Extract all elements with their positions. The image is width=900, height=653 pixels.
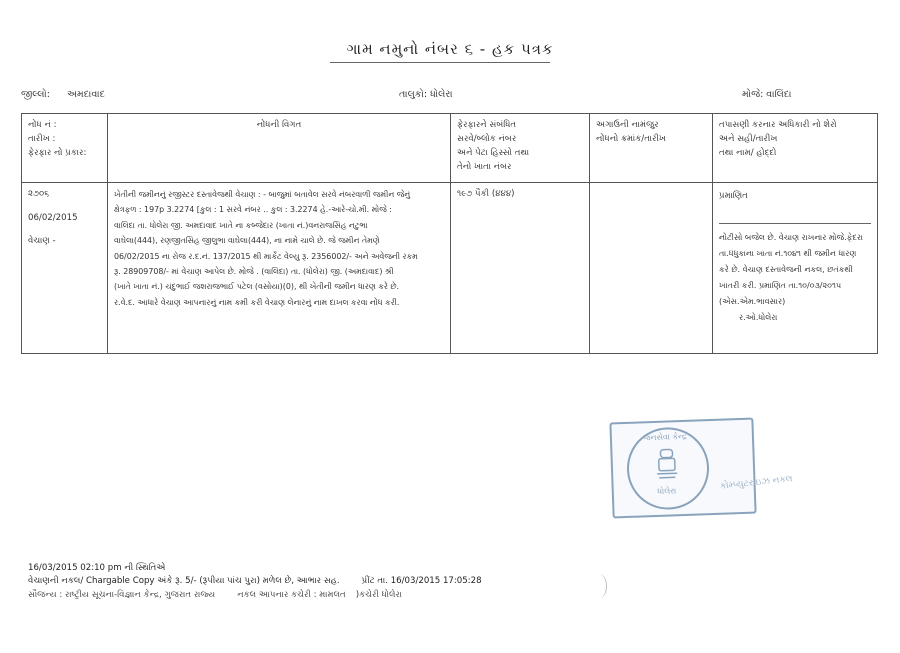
header-text: ફેરફાર નો પ્રકાર: (28, 148, 87, 158)
header-text: તેનો ખાતા નંબર (457, 162, 512, 172)
header-text: ફેરફારને સંબંધિત (457, 120, 517, 130)
header-text: નોંધનો ક્રમાંક/તારીખ (596, 134, 666, 144)
remarks-signer: ર.ઓ.ધોલેરા (739, 313, 778, 322)
certified-status: પ્રમાણિત (719, 191, 748, 201)
header-officer-remarks (713, 114, 878, 183)
header-text: નોંધની વિગત (256, 120, 302, 130)
pen-mark (592, 574, 607, 598)
remarks-divider (719, 223, 871, 224)
header-text: સરવે/બ્લોક નંબર (457, 134, 517, 144)
header-text: અને સહી/તારીખ (719, 134, 778, 144)
details-line: ખેતીની જમીનનું રજીસ્ટર દસ્તાવેજથી વેચાણ : - બાજુમાં બતાવેલ સરવે નંબરવાળી જમીન જેનું (114, 190, 411, 199)
header-text: તપાસણી કરનાર અધિકારી નો શેરો (719, 120, 837, 130)
header-previous-rejected (590, 114, 713, 183)
emblem-icon (652, 447, 681, 482)
district-value: અમદાવાદ (67, 89, 105, 100)
details-line: વાઘેલા(444), રણજીતસિંહ જીલુભા વાઘેલા(444), ના નામે ચાલે છે. જે જમીન તેમણે (114, 236, 380, 246)
header-entry-details (108, 114, 451, 183)
header-text: અગાઉની નામંજુર (596, 120, 659, 130)
header-text: તારીખ : (28, 134, 56, 144)
official-stamp (609, 418, 756, 519)
remarks-line: (એસ.એમ.ભાવસાર) (719, 297, 786, 306)
issuing-office: નકલ આપનાર કચેરી : મામલત (237, 590, 346, 600)
district-label: જીલ્લો: (21, 89, 50, 100)
rights-register-table (21, 113, 878, 354)
survey-number: ૧૯૭ પૈકી (૪૪૪) (457, 189, 515, 199)
remarks-line: નોટીસો બજેલ છે. વેચાણ રાખનાર મોજે.ફેદરા (719, 233, 863, 242)
table-header-row (22, 114, 878, 183)
entry-type: વેચાણ - (28, 236, 56, 246)
issuing-office-suffix: )કચેરી ધોલેરા (355, 590, 403, 600)
header-entry-number (22, 114, 108, 183)
details-line: વાલિંદા તા. ધોલેરા જી. અમદાવાદ ખાતે ના કબ્જેદાર (ખાતા નં.)વનરાજસિંહ નટુભા (114, 220, 368, 230)
remarks-line: કરે છે. વેચાણ દસ્તાવેજની નકલ, છતંકથી (719, 265, 853, 274)
status-timestamp: 16/03/2015 02:10 pm ની સ્થિતિએ (28, 563, 166, 573)
header-text: નોંધ નં : (28, 120, 57, 130)
page-title: ગામ નમુનો નંબર ૬ - હક પત્રક (346, 40, 554, 58)
computerized-copy-stamp: કોમ્પ્યુટરાઇઝ નકલ (719, 474, 794, 492)
details-line: ર.વે.દ. આધારે વેચાણ આપનારનું નામ કમી કરી વેચાણ લેનારનું નામ દાખલ કરવા નોંધ કરી. (114, 297, 400, 307)
remarks-line: ખાતરી કરી. પ્રમાણિત તા.૧૦/૦૩/૨૦૧૫ (719, 281, 842, 290)
charge-line (28, 576, 482, 586)
details-line: ક્ષેત્રફળ : 197p 3.2274 [કુલ : 1 સરવે નંબર .. કુલ : 3.2274 હે.-આરે-ચો.મી. મોજે : (114, 205, 392, 215)
stamp-bottom-text: ધોલેરા (657, 486, 677, 496)
taluka-field: તાલુકો: ધોલેરા (399, 89, 453, 100)
details-line: (ખાતે ખાતા નં.) ચંદુભાઈ જશરાજભાઈ પટેલ (વસોયા)(0), થી ખેતીની જમીન ધારણ કરે છે. (114, 282, 399, 292)
entry-number: ૨૭૦૬ (28, 189, 50, 199)
title-underline (330, 62, 550, 63)
header-text: તથા નામ/ હોદ્દો (719, 148, 777, 158)
header-survey-number (451, 114, 590, 183)
officer-remarks-cell (713, 183, 878, 354)
details-line: રૂ. 28909708/- માં વેચાણ આપેલ છે. મોજે . (વાલિંદા) તા. (ધોલેરા) જી. (અમદાવાદ) શ્રી (114, 267, 394, 277)
entry-date: 06/02/2015 (28, 212, 78, 223)
courtesy-line (28, 590, 402, 600)
charge-text: વેચાણની નકલ/ Chargable Copy અંકે રૂ. 5/- (રૂપીયા પાંચ પુરા) મળેલ છે, આભાર સહ. (28, 576, 340, 586)
header-text: અને પેટા હિસ્સો તથા (457, 148, 530, 158)
remarks-line: તા.ધંધુકાના ખાતા નં.૧૦૪૧ થી જમીન ધારણ (719, 249, 857, 258)
entry-details-cell (108, 183, 451, 354)
courtesy-text: સૌજન્ય : રાષ્ટ્રીય સૂચના-વિજ્ઞાન કેન્દ્ર, ગુજરાત રાજ્ય (28, 590, 216, 600)
village-field: મોજે: વાલિંદા (742, 89, 792, 100)
print-timestamp: પ્રીંટ તા. 16/03/2015 17:05:28 (361, 576, 482, 586)
table-row (22, 183, 878, 354)
stamp-top-text: જનસેવા કેન્દ્ર (642, 431, 687, 443)
entry-id-cell (22, 183, 108, 354)
survey-number-cell (451, 183, 590, 354)
previous-rejected-cell (590, 183, 713, 354)
details-line: 06/02/2015 ના રોજ ર.દ.નં. 137/2015 થી માર્કેટ વેલ્યુ રૂ. 2356002/- અને અવેજની રકમ (114, 251, 418, 261)
district-field (21, 89, 105, 100)
